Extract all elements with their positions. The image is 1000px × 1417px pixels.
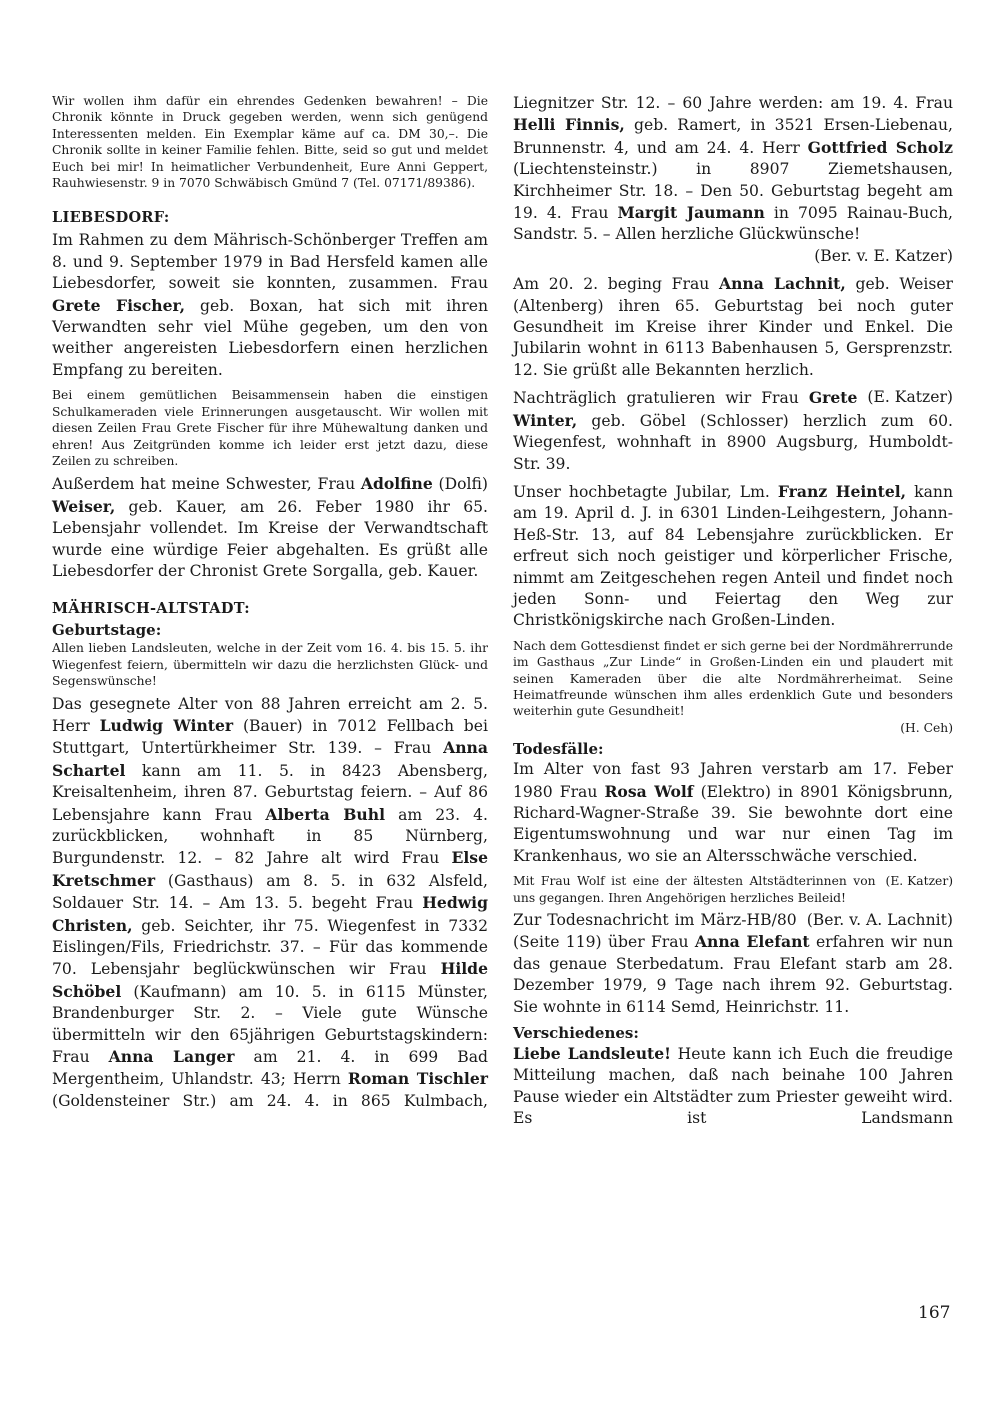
section-heading — [52, 209, 488, 226]
text-run: geb. Kauer, am 26. Feber 1980 ihr 65. Lebensjahr vollendet. Im Kreise der Verwandtschaft wurde eine würdige Feier abgehalten. Es grüßt alle Liebesdorfer der Chronist Grete Sorgalla, geb. Kauer. — [52, 497, 488, 580]
paragraph — [513, 910, 953, 1018]
text-run: am 23. 4. zurückblicken, wohnhaft in 85 Nürnberg, Burgundenstr. 12. – 82 Jahre alt wird Frau — [52, 805, 488, 868]
author-attribution: (E. Katzer) — [885, 874, 953, 889]
person-name: Hilde Schöbel — [52, 959, 488, 1001]
text-run: geb. Göbel (Schlosser) herzlich zum 60. Wiegenfest, wohnhaft in 8900 Augsburg, Humboldt-Str. 39. — [513, 411, 953, 473]
text-run: geb. Seichter, ihr 75. Wiegenfest in 7332 Eislingen/Fils, Friedrichstr. 37. – Für das kommende 70. Lebensjahr beglückwünschen wir Frau — [52, 916, 488, 979]
text-run: erfahren wir nun das genaue Sterbedatum. Frau Elefant starb am 28. Dezember 1979, 9 Tage nach ihrem 92. Geburtstag. Sie wohnte in 6114 Semd, Heinrichstr. 11. — [513, 933, 954, 1016]
text-run: am 21. 4. in 699 Bad Mergentheim, Uhlandstr. 43; Herrn — [52, 1048, 488, 1089]
text-run: Nachträglich gratulieren wir Frau — [513, 389, 809, 408]
text-run: Im Rahmen zu dem Mährisch-Schönberger Treffen am 8. und 9. September 1979 in Bad Hersfeld kamen alle Liebesdorfer, soweit sie konnten, zusammen. Frau — [52, 231, 488, 293]
person-name: Ludwig Winter — [99, 715, 234, 735]
text-run: Liegnitzer Str. 12. – 60 Jahre werden: am 19. 4. Frau — [513, 94, 953, 112]
text-run: Zur Todesnachricht im März-HB/80 (Seite 119) über Frau — [513, 911, 797, 952]
author-attribution: (H. Ceh) — [900, 720, 953, 735]
text-run: (Liechtensteinstr.) in 8907 Ziemetshausen, Kirchheimer Str. 18. – Den 50. Geburtstag begeht am 19. 4. Frau — [513, 160, 953, 223]
text-run: Das gesegnete Alter von 88 Jahren erreicht am 2. 5. Herr — [52, 694, 488, 735]
text-run: geb. Weiser (Altenberg) ihren 65. Geburtstag bei noch guter Gesundheit im Kreise ihrer Kinder und Enkel. Die Jubilarin wohnt in 6113 Babenhausen 5, Gersprenzstr. 12. Sie grüßt alle Bekannten herzlich. — [513, 275, 954, 379]
text-run: (Elektro) in 8901 Königsbrunn, Richard-Wagner-Straße 39. Sie bewohnte dort eine Eigentumswohnung und war nur einen Tag im Krankenhaus, wo sie an Altersschwäche verschied. — [513, 782, 953, 865]
text-run: Im Alter von fast 93 Jahren verstarb am 17. Feber 1980 Frau — [513, 760, 953, 801]
person-name: Franz Heintel, — [777, 481, 907, 501]
small-paragraph — [513, 638, 953, 736]
text-run: (Bauer) in 7012 Fellbach bei Stuttgart, Untertürkheimer Str. 139. – Frau — [52, 716, 489, 758]
right-column — [513, 93, 953, 1136]
page-number: 167 — [918, 1303, 951, 1323]
text-run: Bei einem gemütlichen Beisammensein haben die einstigen Schulkameraden viele Erinnerungen ausgetauscht. Wir wollen mit diesen Zeilen Frau Grete Fischer für ihre Mühewaltung danken und ehren! Aus Zeitgründen komme ich leider erst jetzt dazu, diese Zeilen zu schreiben. — [52, 388, 488, 468]
small-paragraph — [513, 873, 953, 906]
small-paragraph — [52, 387, 488, 469]
text-run: in 7095 Rainau-Buch, Sandstr. 5. – Allen herzliche Glückwünsche! — [513, 204, 954, 244]
text-run: Verschiedenes: — [513, 1024, 639, 1043]
text-run: LIEBESDORF: — [52, 209, 170, 227]
person-name: Adolfine — [360, 474, 433, 494]
subsection-heading — [513, 740, 953, 758]
text-run: Heute kann ich Euch die freudige Mitteilung machen, daß nach beinahe 100 Jahren Pause wieder ein Altstädter zum Priester geweiht wird. Es ist Landsmann — [513, 1045, 953, 1128]
paragraph — [513, 481, 953, 632]
person-name: Grete Winter, — [513, 388, 858, 430]
person-name: Margit Jaumann — [617, 203, 765, 223]
paragraph — [513, 759, 953, 867]
person-name: Hedwig Christen, — [52, 893, 488, 935]
section-heading — [52, 600, 488, 617]
person-name: Gottfried Scholz — [807, 137, 954, 157]
small-paragraph — [52, 93, 488, 191]
person-name: Liebe Landsleute! — [513, 1044, 672, 1064]
person-name: Alberta Buhl — [265, 804, 386, 824]
text-run: kann am 11. 5. in 8423 Abensberg, Kreisaltenheim, ihren 87. Geburtstag feiern. – Auf 86 Lebensjahre kann Frau — [52, 761, 488, 824]
text-run: geb. Ramert, in 3521 Ersen-Liebenau, Brunnenstr. 4, und am 24. 4. Herr — [513, 116, 953, 157]
small-paragraph — [52, 640, 488, 689]
person-name: Anna Schartel — [52, 738, 488, 780]
paragraph — [52, 230, 488, 381]
person-name: Roman Tischler — [347, 1069, 488, 1089]
person-name: Else Kretschmer — [52, 848, 488, 890]
text-run: (Gasthaus) am 8. 5. in 632 Alsfeld, Soldauer Str. 14. – Am 13. 5. begeht Frau — [52, 871, 488, 913]
paragraph — [513, 1043, 953, 1130]
person-name: Anna Elefant — [694, 932, 810, 952]
text-run: (Dolfi) — [432, 475, 488, 494]
paragraph — [513, 273, 953, 381]
paragraph — [513, 387, 953, 475]
text-run: (Goldensteiner Str.) am 24. 4. in 865 Kulmbach, — [52, 1091, 488, 1110]
person-name: Helli Finnis, — [513, 115, 625, 135]
paragraph — [513, 93, 953, 267]
author-attribution: (Ber. v. E. Katzer) — [814, 246, 953, 265]
person-name: Anna Langer — [108, 1047, 235, 1067]
text-run: MÄHRISCH-ALTSTADT: — [52, 600, 250, 618]
text-run: Am 20. 2. beging Frau — [513, 275, 719, 294]
text-run: Unser hochbetagte Jubilar, Lm. — [513, 482, 778, 501]
text-run: Wir wollen ihm dafür ein ehrendes Gedenken bewahren! – Die Chronik könnte in Druck gegeben werden, wenn sich genügend Interessenten melden. Ein Exemplar käme auf ca. DM 30,–. Die Chronik sollte in keiner Familie fehlen. Bitte, seid so gut und meldet Euch bei mir! In heimatlicher Verbundenheit, Eure Anni Geppert, Rauhwiesenstr. 9 in 7070 Schwäbisch Gmünd 7 (Tel. 07171/89386). — [52, 94, 488, 191]
text-run: Geburtstage: — [52, 621, 162, 640]
paragraph — [52, 473, 488, 582]
person-name: Weiser, — [52, 496, 116, 516]
text-run: kann am 19. April d. J. in 6301 Linden-Leihgestern, Johann-Heß-Str. 13, auf 84 Lebensjahre zurückblicken. Er erfreut sich noch geistiger und körperlicher Frische, nimmt am Zeitgeschehen regen Anteil und findet noch jeden Sonn- und Feiertag den Weg zur Christkönigskirche nach Großen-Linden. — [513, 482, 953, 630]
paragraph — [52, 694, 488, 1113]
author-attribution: (Ber. v. A. Lachnit) — [806, 911, 953, 930]
left-column — [52, 93, 488, 1118]
person-name: Anna Lachnit, — [718, 274, 846, 294]
text-run: Allen lieben Landsleuten, welche in der Zeit vom 16. 4. bis 15. 5. ihr Wiegenfest feiern, übermitteln wir dazu die herzlichsten Glück- und Segenswünsche! — [52, 641, 488, 689]
text-run: Außerdem hat meine Schwester, Frau — [52, 475, 361, 494]
person-name: Rosa Wolf — [604, 781, 694, 801]
text-run: geb. Boxan, hat sich mit ihren Verwandten sehr viel Mühe gegeben, um den von weither angereisten Liebesdorfern einen herzlichen Empfang zu bereiten. — [52, 296, 489, 379]
person-name: Grete Fischer, — [52, 295, 186, 315]
author-attribution: (E. Katzer) — [867, 388, 953, 407]
text-run: (Kaufmann) am 10. 5. in 6115 Münster, Brandenburger Str. 2. – Viele gute Wünsche übermitteln wir den 65jährigen Geburtstagskindern: Frau — [52, 982, 488, 1067]
subsection-heading — [52, 621, 488, 639]
text-run: Nach dem Gottesdienst findet er sich gerne bei der Nordmährerrunde im Gasthaus „Zur Linde“ in Großen-Linden ein und plaudert mit seinen Kameraden über die alte Nordmährerheimat. Seine Heimatfreunde wünschen ihm alles erdenklich Gute und besonders weiterhin gute Gesundheit! — [513, 638, 953, 719]
subsection-heading — [513, 1024, 953, 1042]
text-run: Mit Frau Wolf ist eine der ältesten Altstädterinnen von uns gegangen. Ihren Angehörigen herzliches Beileid! — [513, 874, 876, 905]
text-run: Todesfälle: — [513, 740, 604, 759]
